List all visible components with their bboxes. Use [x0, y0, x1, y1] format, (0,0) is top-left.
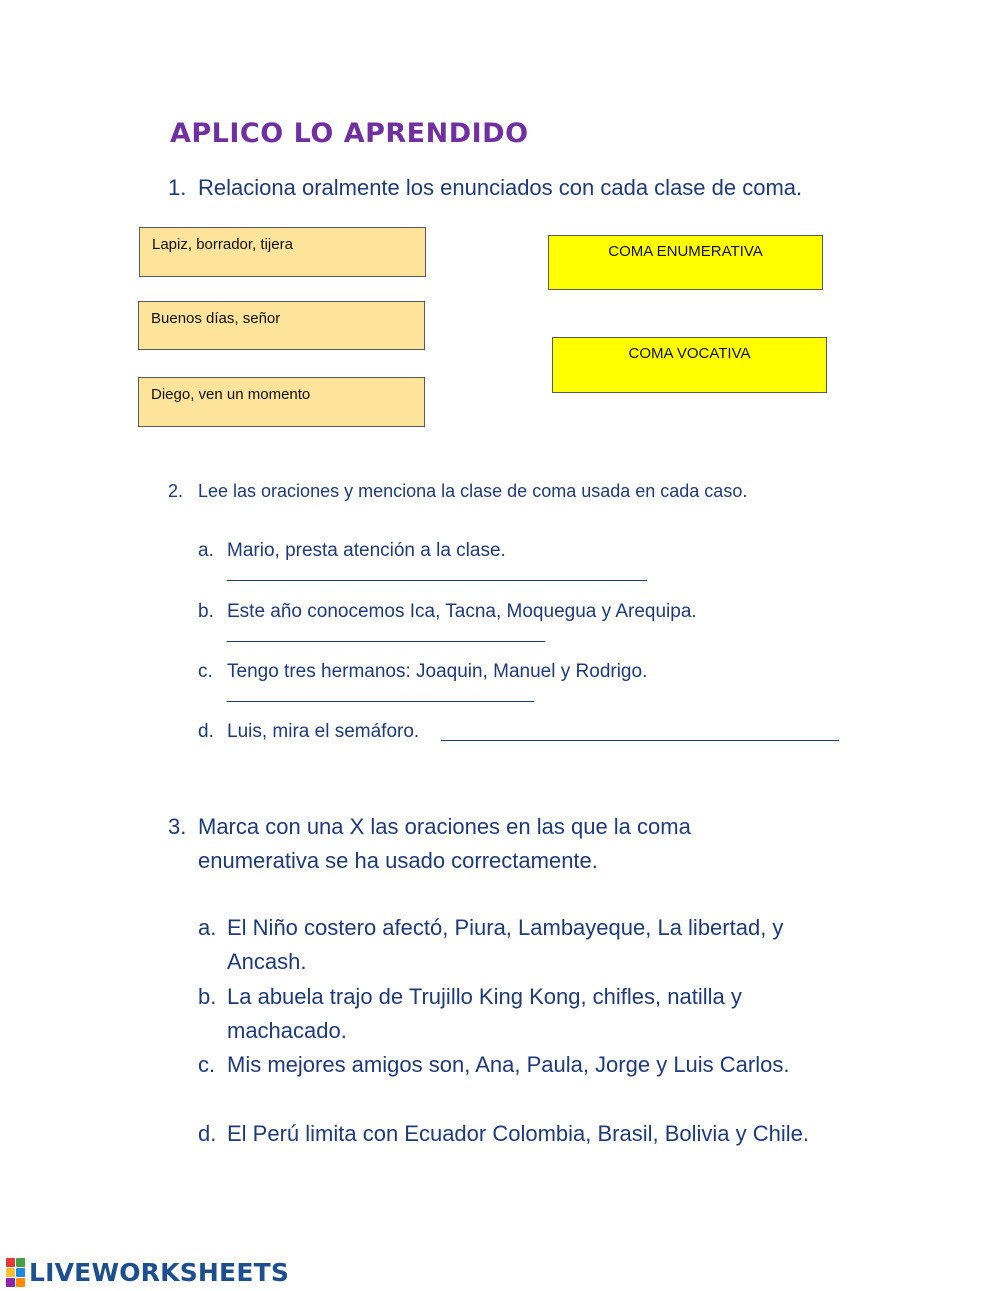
statement-box-1[interactable]: Lapiz, borrador, tijera: [139, 227, 426, 277]
question-1: [168, 175, 802, 201]
question-3-number: 3.: [168, 814, 187, 839]
page-title: APLICO LO APRENDIDO: [170, 118, 529, 149]
item-letter: d.: [198, 721, 214, 742]
item-letter: d.: [198, 1121, 217, 1146]
question-2-item-a: [198, 540, 506, 562]
question-2-item-c: [198, 661, 647, 683]
item-text: Este año conocemos Ica, Tacna, Moquegua y Arequipa.: [227, 601, 697, 622]
answer-blank-a[interactable]: [227, 580, 647, 581]
item-text-continued: Ancash.: [227, 949, 307, 974]
question-1-number: 1.: [168, 175, 187, 200]
question-3: [168, 810, 691, 878]
item-text-continued: machacado.: [227, 1018, 347, 1043]
item-text: Luis, mira el semáforo.: [227, 721, 420, 742]
item-text: Mario, presta atención a la clase.: [227, 540, 506, 561]
question-1-text: Relaciona oralmente los enunciados con cada clase de coma.: [198, 175, 803, 200]
question-3-text-line2: enumerativa se ha usado correctamente.: [198, 848, 598, 873]
statement-box-3[interactable]: Diego, ven un momento: [138, 377, 425, 427]
statement-box-2[interactable]: Buenos días, señor: [138, 301, 425, 350]
question-2: [168, 481, 747, 502]
question-2-item-b: [198, 601, 697, 623]
question-3-item-a[interactable]: [198, 911, 783, 979]
item-letter: a.: [198, 915, 217, 940]
item-letter: c.: [198, 661, 213, 682]
item-text: El Perú limita con Ecuador Colombia, Brasil, Bolivia y Chile.: [227, 1121, 810, 1146]
answer-blank-b[interactable]: [227, 641, 545, 642]
item-letter: a.: [198, 540, 214, 561]
item-text: La abuela trajo de Trujillo King Kong, chifles, natilla y: [227, 984, 742, 1009]
answer-blank-c[interactable]: [227, 701, 534, 702]
question-3-text-line1: Marca con una X las oraciones en las que la coma: [198, 814, 691, 839]
comma-type-box-vocativa[interactable]: COMA VOCATIVA: [552, 337, 827, 393]
item-letter: b.: [198, 601, 214, 622]
question-3-item-d[interactable]: [198, 1117, 809, 1151]
logo-text: LIVEWORKSHEETS: [29, 1258, 290, 1287]
question-3-item-c[interactable]: [198, 1048, 789, 1082]
item-letter: b.: [198, 984, 217, 1009]
question-3-item-b[interactable]: [198, 980, 742, 1048]
question-2-item-d: [198, 721, 419, 743]
item-text: Tengo tres hermanos: Joaquin, Manuel y Rodrigo.: [227, 661, 648, 682]
answer-blank-d[interactable]: [441, 740, 839, 741]
logo-grid-icon: [6, 1258, 25, 1287]
item-text: El Niño costero afectó, Piura, Lambayeque, La libertad, y: [227, 915, 784, 940]
question-2-text: Lee las oraciones y menciona la clase de coma usada en cada caso.: [198, 481, 748, 501]
question-2-number: 2.: [168, 481, 184, 501]
comma-type-box-enumerativa[interactable]: COMA ENUMERATIVA: [548, 235, 823, 290]
item-text: Mis mejores amigos son, Ana, Paula, Jorge y Luis Carlos.: [227, 1052, 790, 1077]
liveworksheets-logo: [6, 1258, 289, 1287]
item-letter: c.: [198, 1052, 216, 1077]
